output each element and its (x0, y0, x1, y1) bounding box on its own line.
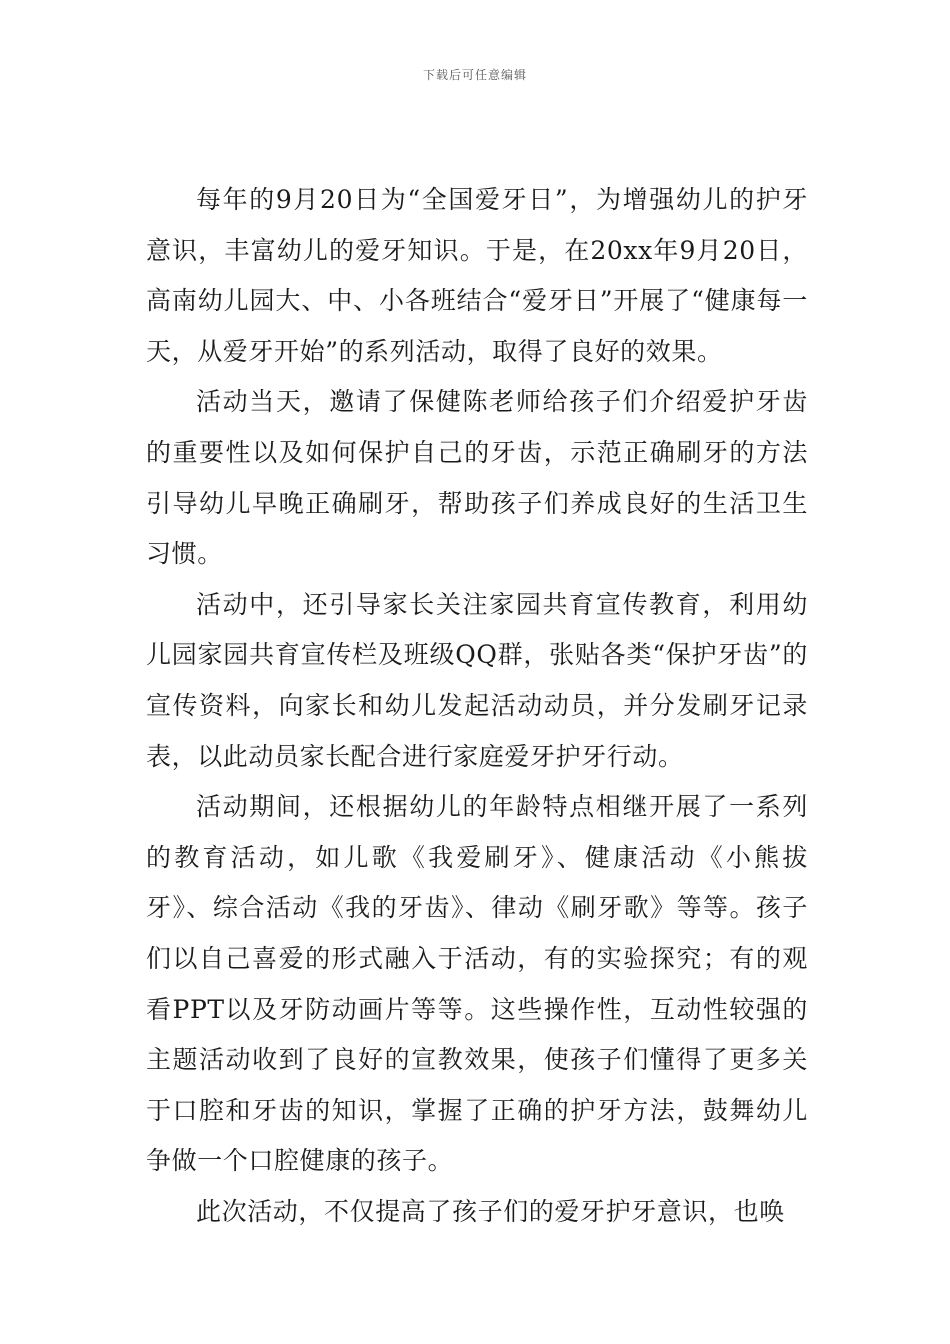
paragraph-1: 每年的9月20日为“全国爱牙日”，为增强幼儿的护牙意识，丰富幼儿的爱牙知识。于是，在20xx年9月20日，高南幼儿园大、中、小各班结合“爱牙日”开展了“健康每一天，从爱牙开始”的系列活动，取得了良好的效果。 (146, 185, 808, 366)
document-body (146, 175, 808, 1237)
paragraph-5: 此次活动，不仅提高了孩子们的爱牙护牙意识，也唤 (196, 1196, 785, 1226)
paragraph-2: 活动当天，邀请了保健陈老师给孩子们介绍爱护牙齿的重要性以及如何保护自己的牙齿，示范正确刷牙的方法引导幼儿早晚正确刷牙，帮助孩子们养成良好的生活卫生习惯。 (146, 387, 808, 569)
page-header: 下载后可任意编辑 (422, 68, 527, 82)
paragraph-4: 活动期间，还根据幼儿的年龄特点相继开展了一系列的教育活动，如儿歌《我爱刷牙》、健康活动《小熊拔牙》、综合活动《我的牙齿》、律动《刷牙歌》等等。孩子们以自己喜爱的形式融入于活动，有的实验探究；有的观看PPT以及牙防动画片等等。这些操作性，互动性较强的主题活动收到了良好的宣教效果，使孩子们懂得了更多关于口腔和牙齿的知识，掌握了正确的护牙方法，鼓舞幼儿争做一个口腔健康的孩子。 (146, 792, 808, 1176)
paragraph-3: 活动中，还引导家长关注家园共育宣传教育，利用幼儿园家园共育宣传栏及班级QQ群，张贴各类“保护牙齿”的宣传资料，向家长和幼儿发起活动动员，并分发刷牙记录表，以此动员家长配合进行家庭爱牙护牙行动。 (146, 589, 808, 771)
